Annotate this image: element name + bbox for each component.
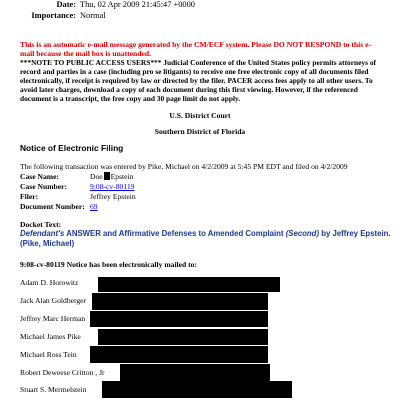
court-district: Southern District of Florida bbox=[154, 127, 246, 136]
redaction-block bbox=[120, 364, 270, 381]
docket-text bbox=[20, 229, 392, 248]
automatic-message-warning: This is an automatic e-mail message generated by the CM/ECF system. Please DO NOT RESPOND to this e-mail because the mail box is unattended. bbox=[20, 40, 371, 58]
filer-row bbox=[20, 192, 136, 201]
public-access-notice: ***NOTE TO PUBLIC ACCESS USERS*** Judicial Conference of the United States policy permits attorneys of record and parties in a case (including pro se litigants) to receive one free electronic copy of all documents filed electronically, if receipt is required by law or directed by the filer. PACER access fees apply to all other users. To avoid later charges, download a copy of each document during this first viewing. However, if the referenced document is a transcript, the free copy and 30 page limit do not apply. bbox=[20, 58, 376, 104]
case-number-row bbox=[20, 182, 134, 191]
case-name-suffix: Epstein bbox=[110, 172, 134, 181]
redaction-block bbox=[98, 329, 268, 345]
case-number-label: Case Number: bbox=[20, 182, 68, 191]
case-number-link[interactable]: 9:08-cv-80119 bbox=[90, 182, 135, 191]
importance-row bbox=[8, 11, 106, 21]
docket-text-label: Docket Text: bbox=[20, 220, 62, 229]
attorney-name: Jeffrey Marc Herman bbox=[20, 314, 86, 323]
docket-text-part-2: ANSWER and Affirmative Defenses to Amended Complaint bbox=[64, 229, 286, 238]
date-row bbox=[8, 0, 195, 10]
redaction-block bbox=[90, 346, 268, 363]
attorney-name: Michael Ross Tein bbox=[20, 350, 77, 359]
date-label: Date: bbox=[56, 0, 76, 9]
attorney-name: Robert Deweese Critton , Jr bbox=[20, 368, 105, 377]
importance-value: Normal bbox=[80, 11, 106, 20]
docket-text-part-1: Defendant's bbox=[20, 229, 65, 238]
document-number-link[interactable]: 69 bbox=[90, 202, 98, 211]
filer-value: Jeffrey Epstein bbox=[90, 192, 136, 201]
attorney-name: Adam D. Horowitz bbox=[20, 278, 79, 287]
filer-label: Filer: bbox=[20, 192, 39, 201]
case-name-label: Case Name: bbox=[20, 172, 60, 181]
redaction-block bbox=[98, 277, 280, 292]
docket-text-part-3: (Second) bbox=[285, 229, 320, 238]
transaction-text: The following transaction was entered by Pike, Michael on 4/2/2009 at 5:45 PM EDT and filed on 4/2/2009 bbox=[20, 162, 348, 171]
redaction-block bbox=[102, 381, 292, 398]
notice-title: Notice of Electronic Filing bbox=[20, 143, 124, 153]
attorney-name: Jack Alan Goldberger bbox=[20, 296, 87, 305]
document-number-row bbox=[20, 202, 98, 211]
document-number-label: Document Number: bbox=[20, 202, 85, 211]
redaction-block bbox=[104, 172, 110, 180]
case-name-prefix: Doe bbox=[90, 172, 103, 181]
court-name: U.S. District Court bbox=[169, 111, 231, 120]
case-name-row bbox=[20, 172, 133, 181]
date-value: Thu, 02 Apr 2009 21:45:47 +0000 bbox=[80, 0, 195, 9]
attorney-name: Michael James Pike bbox=[20, 332, 81, 341]
docket-text-part-4: by Jeffrey Epstein.(Pike, Michael) bbox=[20, 229, 391, 248]
redaction-block bbox=[92, 293, 268, 310]
importance-label: Importance: bbox=[31, 11, 76, 20]
redaction-block bbox=[90, 311, 268, 327]
mailed-notice: 9:08-cv-80119 Notice has been electronically mailed to: bbox=[20, 260, 198, 269]
attorney-name: Stuart S. Mermelstein bbox=[20, 385, 87, 394]
